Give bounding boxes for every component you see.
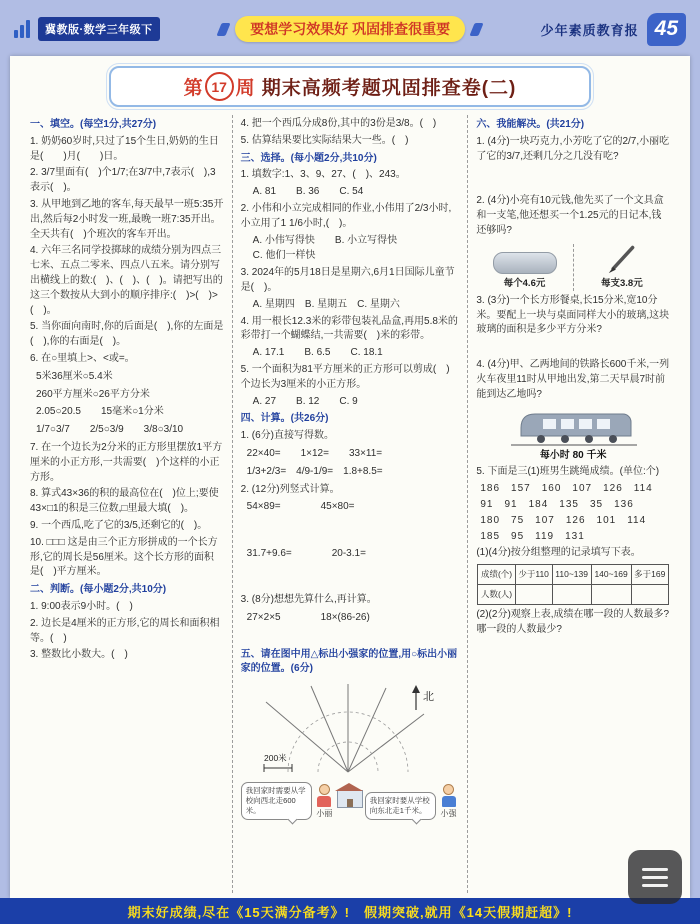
girl-name-label: 小丽 bbox=[316, 809, 333, 819]
question-text: 4. 用一根长12.3米的彩带包装礼品盒,再用5.8米的彩带打一个蝴蝶结,一共需要( )米的彩带。 bbox=[240, 315, 458, 342]
question-text: 1. (6分)直接写得数。 bbox=[240, 430, 335, 442]
north-label: 北 bbox=[423, 691, 434, 704]
pencil-case-price: 每个4.6元 bbox=[503, 277, 546, 289]
slogan-wrap bbox=[168, 16, 533, 42]
question-text: 7. 在一个边长为2分米的正方形里摆放1平方厘米的小正方形,一共需要( )个这样的小正方形。 bbox=[30, 441, 223, 483]
question-text: 3. 整数比小数大。( ) bbox=[30, 649, 128, 661]
boy-torso-icon bbox=[442, 796, 456, 807]
girl-figure bbox=[314, 784, 336, 820]
question-text: 2. 边长是4厘米的正方形,它的周长和面积相等。( ) bbox=[30, 617, 220, 644]
boy-head-icon bbox=[443, 784, 454, 795]
logo-bars-icon bbox=[14, 20, 30, 38]
question-text: 2. 3/7里面有( )个1/7;在3/7中,7表示( ),3表示( )。 bbox=[30, 167, 216, 194]
table-header-row bbox=[478, 565, 669, 585]
title-week-prefix: 第 bbox=[183, 78, 203, 99]
section-header-fill-blanks: 一、填空。(每空1分,共27分) bbox=[30, 119, 157, 130]
worksheet-title bbox=[109, 66, 591, 107]
section-header-choice: 三、选择。(每小题2分,共10分) bbox=[240, 152, 377, 164]
pen-item bbox=[574, 244, 670, 291]
scale-label: 200米 bbox=[264, 753, 287, 764]
question-text: (1)(4分)按分组整理的记录填写下表。 bbox=[476, 547, 641, 559]
question-text: (2)(2分)观察上表,成绩在哪一段的人数最多?哪一段的人数最少? bbox=[476, 609, 670, 635]
page-number-badge: 45 bbox=[647, 13, 686, 46]
work-space bbox=[241, 565, 460, 591]
pencil-case-image bbox=[493, 252, 557, 274]
boy-name-label: 小强 bbox=[440, 809, 457, 819]
direction-map-figure bbox=[256, 680, 444, 776]
question-text: 3. 2024年的5月18日是星期六,6月1日国际儿童节是( )。 bbox=[240, 267, 455, 293]
title-week-suffix: 周 bbox=[235, 78, 255, 99]
column-3 bbox=[467, 115, 678, 893]
calc-row: 31.7+9.6= 20-3.1= bbox=[246, 548, 366, 560]
worksheet-paper bbox=[10, 56, 690, 898]
train-speed-caption: 每小时 80 千米 bbox=[539, 449, 607, 461]
table-cell bbox=[515, 585, 552, 605]
question-text: 1. (4分)一块巧克力,小芳吃了它的2/7,小丽吃了它的3/7,还剩几分之几没有吃? bbox=[476, 135, 670, 162]
table-cell: 成绩(个) bbox=[478, 565, 515, 585]
question-text: 5. 估算结果要比实际结果大一些。( ) bbox=[240, 134, 409, 146]
columns-container bbox=[22, 115, 678, 893]
table-row bbox=[478, 585, 669, 605]
calc-row: 27×2×5 18×(86-26) bbox=[246, 611, 370, 623]
question-text: 4. 六年三名同学投掷球的成绩分别为四点三七米、五点二零米、四点八五米。请分别写出横线上的数:( )、( )、( )。请把写出的这三个数按从大到小的顺序排序:( )>( )>( )。 bbox=[30, 245, 223, 316]
train-image bbox=[507, 406, 639, 448]
question-text: 10. □□□ 这是由三个正方形拼成的一个长方形,它的周长是56厘米。这个长方形的面积是( )平方厘米。 bbox=[30, 536, 218, 578]
boy-speech-bubble: 我回家时要从学校向东北走1千米。 bbox=[365, 792, 436, 820]
table-cell: 少于110 bbox=[515, 565, 552, 585]
menu-button[interactable] bbox=[628, 850, 682, 904]
slogan-decoration-left-icon bbox=[217, 23, 231, 36]
girl-torso-icon bbox=[317, 796, 331, 807]
question-text: 8. 算式43×36的积的最高位在( )位上;要使43×□1的积是三位数,□里最大填( )。 bbox=[30, 488, 219, 515]
scores-row: 180 75 107 126 101 114 bbox=[480, 514, 647, 526]
column-2 bbox=[232, 115, 468, 893]
girl-head-icon bbox=[319, 784, 330, 795]
score-table bbox=[477, 564, 669, 605]
question-text: 2. 小伟和小立完成相同的作业,小伟用了2/3小时,小立用了1 1/6小时,( )。 bbox=[240, 202, 452, 229]
girl-speech-bubble: 我回家时需要从学校向西北走600米。 bbox=[241, 782, 312, 820]
options-row: A. 星期四 B. 星期五 C. 星期六 bbox=[252, 298, 400, 310]
title-text: 期末高频考题巩固排查卷(二) bbox=[261, 78, 517, 99]
question-text: 5. 当你面向南时,你的后面是( ),你的左面是( ),你的右面是( )。 bbox=[30, 321, 224, 348]
question-text: 4. 把一个西瓜分成8份,其中的3份是3/8。( ) bbox=[240, 118, 437, 129]
boy-figure bbox=[438, 784, 460, 820]
table-cell bbox=[631, 585, 669, 605]
question-text: 2. (12分)列竖式计算。 bbox=[240, 483, 340, 495]
options-row: A. 小伟写得快 B. 小立写得快 bbox=[252, 234, 398, 246]
question-text: 1. 9:00表示9小时。( ) bbox=[30, 600, 133, 612]
calc-row: 22×40= 1×12= 33×11= bbox=[246, 447, 383, 459]
scores-row: 91 91 184 135 35 136 bbox=[480, 499, 634, 510]
work-space bbox=[476, 340, 670, 356]
header-slogan: 要想学习效果好 巩固排查很重要 bbox=[235, 16, 465, 42]
options-row: C. 他们一样快 bbox=[252, 250, 316, 262]
table-cell: 140~169 bbox=[591, 565, 631, 585]
table-cell bbox=[552, 585, 591, 605]
work-space bbox=[241, 518, 460, 544]
options-row: A. 81 B. 36 C. 54 bbox=[252, 186, 364, 198]
question-text: 3. 从甲地到乙地的客车,每天最早一班5:35开出,然后每2小时发一班,最晚一班7:35开出。全天共有( )个班次的客车开出。 bbox=[30, 198, 224, 240]
section-header-map: 五、请在图中用△标出小强家的位置,用○标出小丽家的位置。(6分) bbox=[240, 648, 458, 675]
question-text: 3. (8分)想想先算什么,再计算。 bbox=[240, 593, 377, 605]
kids-dialog-row bbox=[241, 780, 460, 820]
section-header-calc: 四、计算。(共26分) bbox=[240, 413, 329, 425]
table-cell bbox=[591, 585, 631, 605]
work-space bbox=[476, 166, 670, 192]
question-text: 6. 在○里填上>、<或=。 bbox=[30, 352, 135, 364]
north-arrow-icon bbox=[412, 685, 420, 710]
work-space bbox=[241, 629, 460, 645]
section-header-solve: 六、我能解决。(共21分) bbox=[476, 119, 585, 130]
column-1 bbox=[22, 115, 232, 893]
compare-row: 1/7○3/7 2/5○3/9 3/8○3/10 bbox=[36, 424, 184, 436]
footer-banner bbox=[0, 898, 700, 924]
week-number-badge: 17 bbox=[205, 72, 234, 101]
stationery-figure bbox=[476, 244, 670, 291]
hamburger-icon bbox=[642, 868, 668, 871]
publisher-name: 少年素质教育报 bbox=[540, 22, 639, 38]
edition-badge: 冀教版·数学三年级下 bbox=[38, 17, 160, 41]
options-row: A. 17.1 B. 6.5 C. 18.1 bbox=[252, 347, 383, 359]
table-cell: 人数(人) bbox=[478, 585, 515, 605]
pen-price: 每支3.8元 bbox=[600, 277, 643, 289]
slogan-decoration-right-icon bbox=[469, 23, 483, 36]
options-row: A. 27 B. 12 C. 9 bbox=[252, 395, 358, 407]
question-text: 1. 填数字:1、3、9、27、( )、243。 bbox=[240, 169, 406, 181]
train-figure bbox=[476, 406, 670, 464]
page-header bbox=[14, 10, 686, 48]
scores-row: 185 95 119 131 bbox=[480, 530, 585, 542]
question-text: 5. 一个面积为81平方厘米的正方形可以剪成( )个边长为3厘米的小正方形。 bbox=[240, 363, 450, 390]
compare-row: 5米36厘米○5.4米 bbox=[36, 370, 113, 382]
pen-image bbox=[604, 244, 640, 274]
scores-row: 186 157 160 107 126 114 bbox=[480, 483, 653, 495]
calc-row: 54×89= 45×80= bbox=[246, 501, 355, 513]
school-building-icon bbox=[337, 790, 363, 808]
table-cell: 110~139 bbox=[552, 565, 591, 585]
question-text: 4. (4分)甲、乙两地间的铁路长600千米,一列火车夜里11时从甲地出发,第二天早晨7时前能到达乙地吗? bbox=[476, 359, 670, 400]
pencil-case-item bbox=[476, 244, 572, 291]
question-text: 3. (3分)一个长方形餐桌,长15分米,宽10分米。要配上一块与桌面同样大小的玻璃,这块玻璃的面积是多少平方分米? bbox=[476, 294, 670, 336]
footer-slogan: 期末好成绩,尽在《15天满分备考》! 假期突破,就用《14天假期赶超》! bbox=[127, 904, 573, 920]
calc-row: 1/3+2/3= 4/9-1/9= 1.8+8.5= bbox=[246, 465, 383, 477]
section-header-judge: 二、判断。(每小题2分,共10分) bbox=[30, 584, 167, 596]
question-text: 2. (4分)小亮有10元钱,他先买了一个文具盒和一支笔,他还想买一个1.25元的日记本,钱还够吗? bbox=[476, 195, 664, 236]
table-cell: 多于169 bbox=[631, 565, 669, 585]
compare-row: 2.05○20.5 15毫米○1分米 bbox=[36, 406, 164, 418]
question-text: 9. 一个西瓜,吃了它的3/5,还剩它的( )。 bbox=[30, 519, 208, 531]
question-text: 1. 奶奶60岁时,只过了15个生日,奶奶的生日是( )月( )日。 bbox=[30, 135, 219, 162]
question-text: 5. 下面是三(1)班男生跳绳成绩。(单位:个) bbox=[476, 466, 660, 478]
compare-row: 260平方厘米○26平方分米 bbox=[36, 388, 150, 400]
